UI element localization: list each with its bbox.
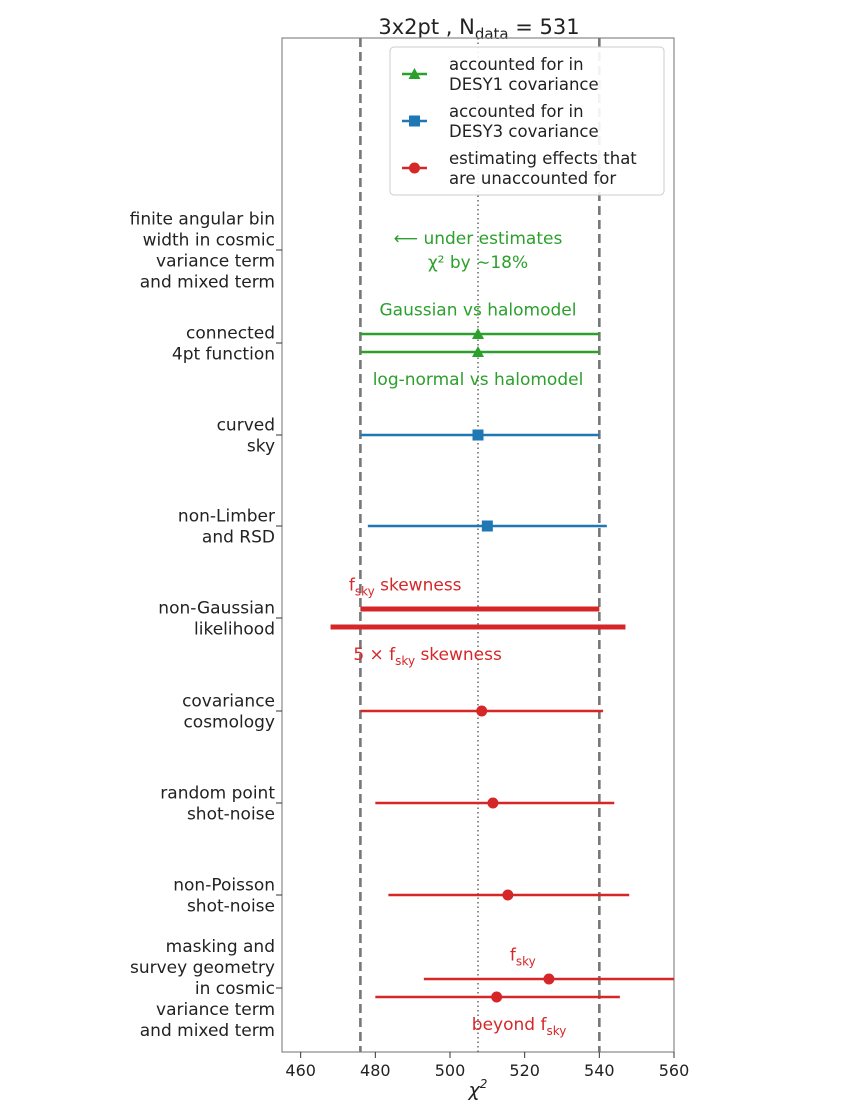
y-category-label: non-Limber and RSD	[177, 506, 275, 548]
annotation: beyond $f_{sky}$	[471, 1015, 567, 1038]
annotation: $f_{sky}$ skewness	[348, 575, 462, 599]
legend-label: accounted for in DESY1 covariance	[449, 55, 599, 94]
y-category-label: masking and survey geometry in cosmic variance term and mixed term	[130, 937, 275, 1041]
data-point	[473, 430, 484, 441]
annotation: $f_{sky}$	[509, 945, 536, 969]
chart-title	[378, 15, 579, 43]
data-point	[502, 890, 513, 901]
annotation: Gaussian vs halomodel	[379, 300, 577, 321]
y-category-label: connected 4pt function	[171, 323, 275, 365]
y-category-label: covariance cosmology	[182, 691, 275, 733]
y-category-label: finite angular bin width in cosmic variance term and mixed term	[129, 209, 275, 293]
x-tick-label: 540	[584, 1061, 615, 1080]
legend	[390, 47, 664, 195]
chart-title-subscript: data	[474, 25, 509, 43]
x-axis-label: $\chi^2$	[468, 1077, 488, 1101]
data-point	[543, 974, 554, 985]
annotation: ⟵ under estimates	[393, 229, 563, 249]
y-category-label: non-Poisson shot-noise	[173, 875, 275, 917]
x-tick-label: 520	[509, 1061, 540, 1080]
legend-marker	[409, 116, 420, 127]
x-tick-label: 500	[434, 1061, 466, 1080]
legend-label: estimating effects that are unaccounted for	[449, 149, 637, 188]
x-tick-label: 460	[285, 1061, 316, 1080]
y-axis-labels	[130, 210, 282, 1042]
chart-title-main: 3x2pt , N	[378, 15, 475, 39]
y-category-label: random point shot-noise	[160, 783, 275, 825]
annotation: log-normal vs halomodel	[372, 370, 584, 390]
legend-marker	[409, 163, 420, 174]
data-point	[491, 992, 502, 1003]
x-tick-label: 480	[360, 1061, 391, 1080]
y-category-label: non-Gaussian likelihood	[158, 598, 275, 640]
chart-marks	[331, 328, 674, 1003]
chart-annotations	[349, 229, 583, 1038]
x-tick-label: 560	[658, 1061, 690, 1080]
annotation: $5 \times f_{sky}$ skewness	[353, 645, 502, 668]
data-point	[476, 706, 487, 717]
chart-title-suffix: = 531	[508, 15, 580, 39]
data-point	[487, 798, 498, 809]
y-category-label: curved sky	[216, 415, 275, 457]
x-axis	[285, 1052, 689, 1080]
data-point	[482, 521, 493, 532]
legend-label: accounted for in DESY3 covariance	[449, 102, 599, 141]
annotation: χ² by ∼18%	[427, 253, 529, 273]
